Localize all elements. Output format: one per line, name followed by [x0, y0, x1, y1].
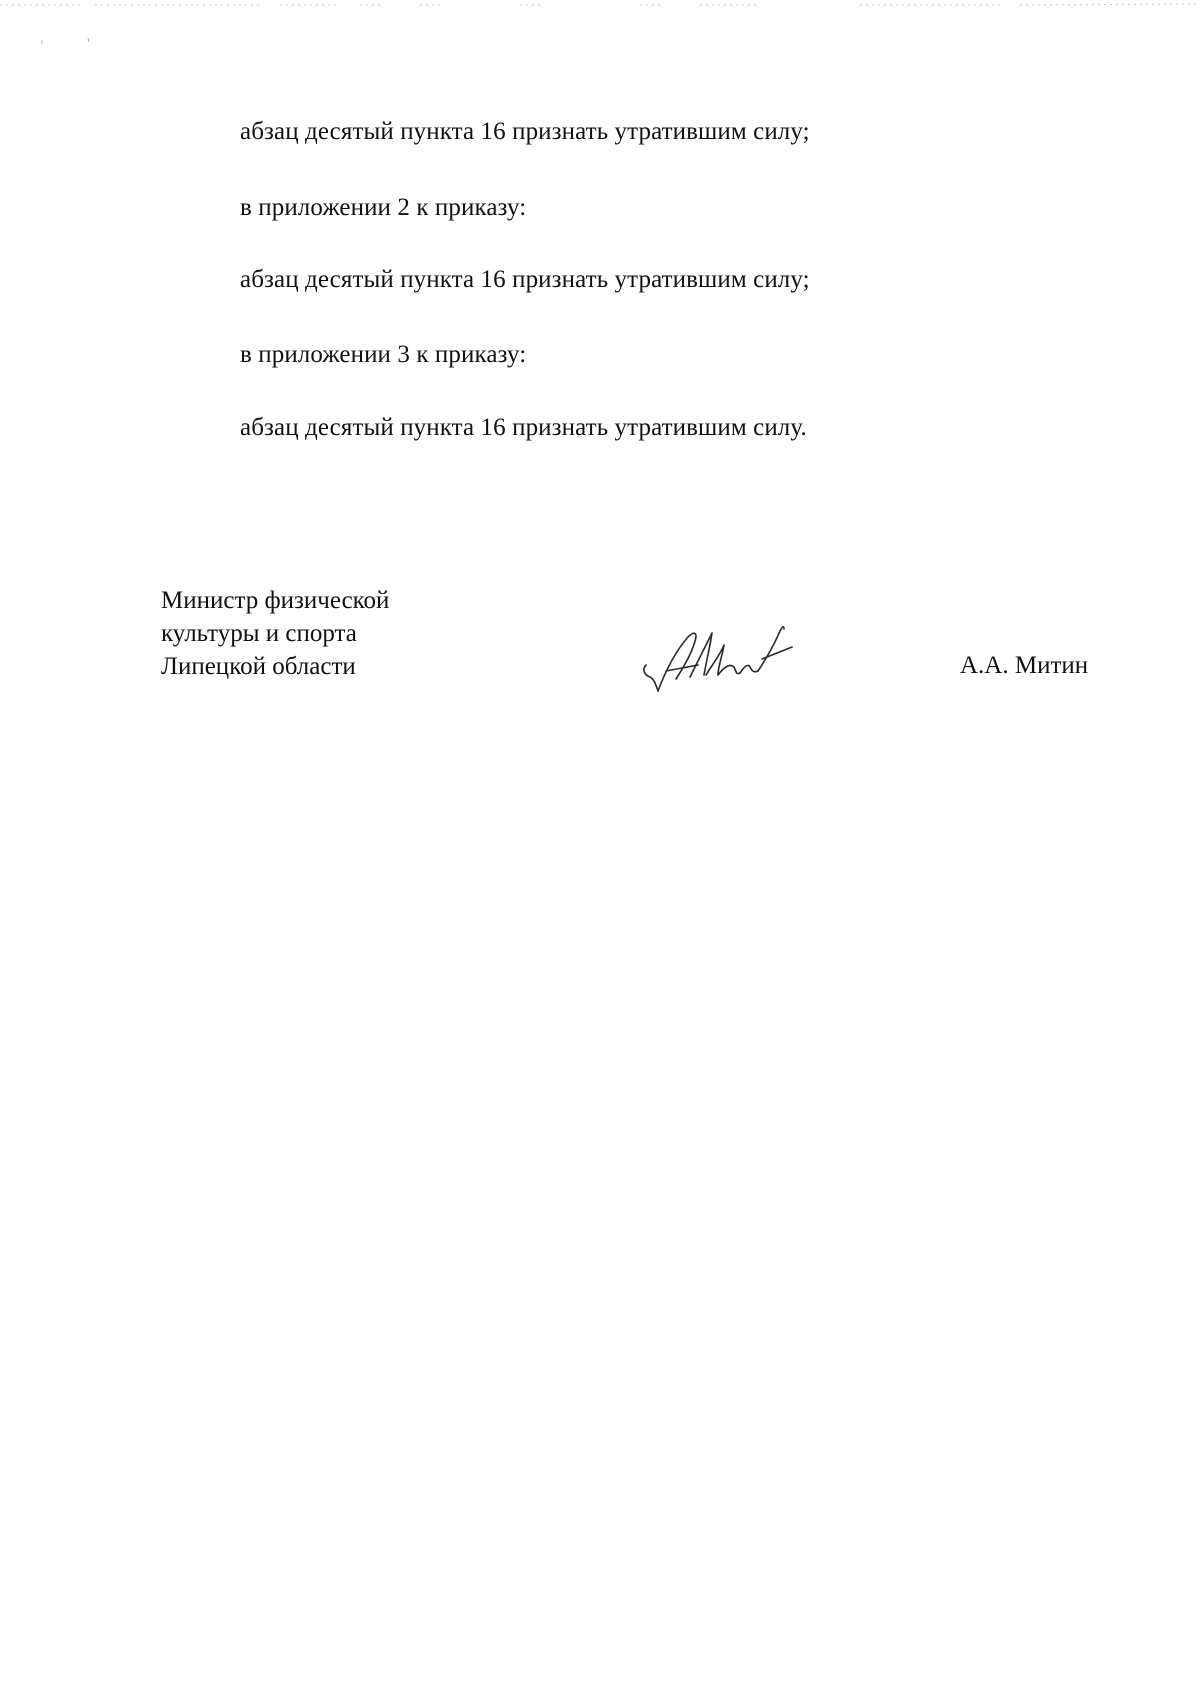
position-line: Липецкой области: [161, 653, 356, 680]
body-paragraph: абзац десятый пункта 16 признать утратившим силу;: [240, 266, 810, 293]
scan-noise-marks: [0, 0, 1200, 50]
body-paragraph: абзац десятый пункта 16 признать утратившим силу;: [240, 118, 810, 145]
body-paragraph: абзац десятый пункта 16 признать утратившим силу.: [240, 414, 807, 441]
handwritten-signature: [640, 615, 810, 695]
body-paragraph: в приложении 2 к приказу:: [240, 194, 527, 221]
signatory-name: А.А. Митин: [960, 652, 1089, 679]
position-line: культуры и спорта: [161, 620, 357, 647]
signatory-position: [161, 584, 389, 683]
position-line: Министр физической: [161, 587, 390, 614]
body-paragraph: в приложении 3 к приказу:: [240, 341, 527, 368]
